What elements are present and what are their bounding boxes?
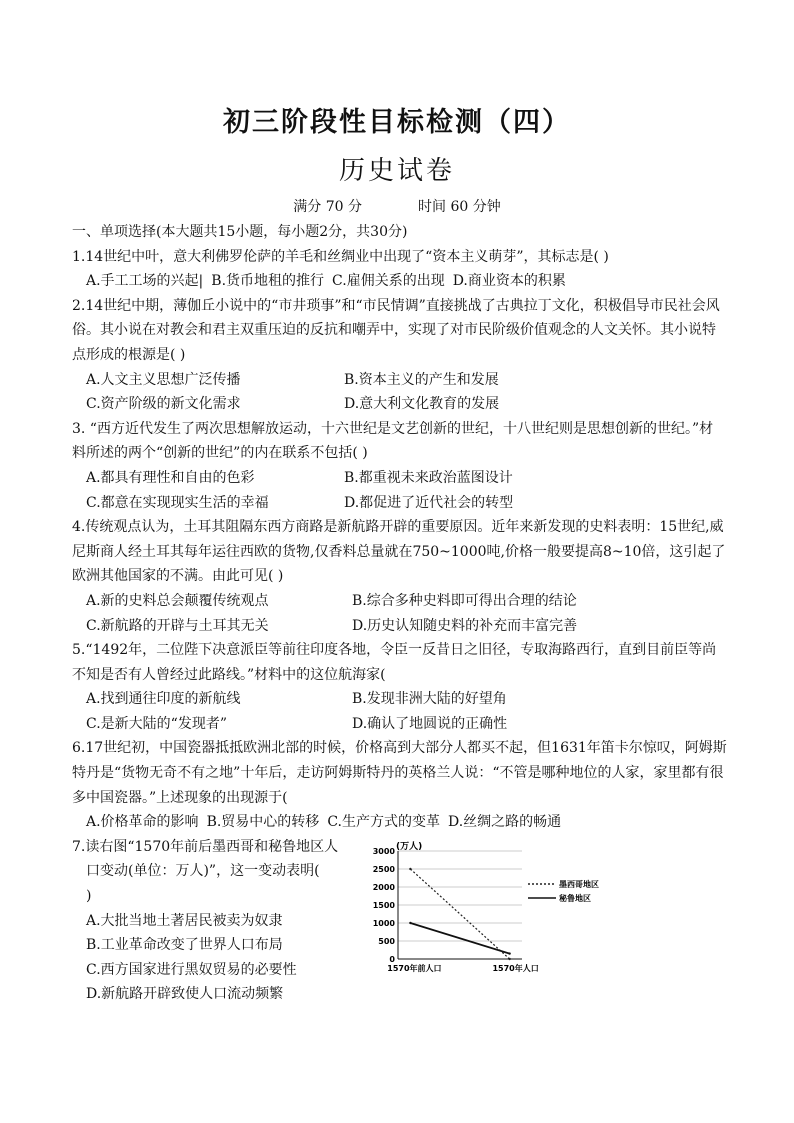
data-point — [409, 868, 411, 870]
question-options — [72, 269, 727, 294]
data-point — [409, 922, 411, 924]
y-tick-label: 0 — [389, 954, 395, 964]
option-c: C.资产阶级的新文化需求 — [86, 396, 241, 413]
population-chart — [352, 839, 652, 979]
question-options — [72, 368, 727, 417]
option-d: D.商业资本的积累 — [452, 273, 566, 290]
question-options — [72, 810, 727, 835]
question-text: 2.14世纪中期，薄伽丘小说中的“市井琐事”和“市民情调”直接挑战了古典拉丁文化，积极倡导市民社会风俗。其小说在对教会和君主双重压迫的反抗和嘲弄中，实现了对市民阶级价值观念的人文关怀。其小说特点形成的根源是( ) — [72, 297, 720, 363]
option-a: A.人文主义思想广泛传播 — [86, 371, 241, 388]
question-text-line: ) — [86, 888, 92, 905]
option-b: B.都重视未来政治蓝图设计 — [344, 469, 513, 486]
option-c: C.西方国家进行黑奴贸易的必要性 — [86, 961, 297, 978]
question-options — [72, 687, 727, 736]
score-info: 满分 70 分 — [293, 199, 362, 215]
question-text: 6.17世纪初，中国瓷器抵抵欧洲北部的时候，价格高到大部分人都买不起，但1631年笛卡尔惊叹，阿姆斯特丹是“货物无奇不有之地”十年后，走访阿姆斯特丹的英格兰人说：“不管是哪种地位的人家，家里都有很多中国瓷器。”上述现象的出现源于( — [72, 740, 727, 806]
y-tick-label: 1000 — [372, 918, 395, 928]
question-5 — [72, 638, 727, 736]
question-1 — [72, 245, 727, 294]
y-tick-label: 500 — [378, 936, 395, 946]
option-a: A.大批当地土著居民被卖为奴隶 — [86, 912, 283, 929]
exam-content — [72, 220, 727, 1007]
exam-title: 初三阶段性目标检测（四） — [223, 107, 571, 138]
data-point — [508, 952, 510, 954]
option-b: B.贸易中心的转移 — [206, 814, 320, 831]
option-c: C.雇佣关系的出现 — [332, 273, 445, 290]
question-options — [72, 909, 372, 1007]
legend-label: 秘鲁地区 — [559, 893, 591, 903]
option-d: D.丝绸之路的畅通 — [447, 814, 562, 831]
question-text: 1.14世纪中叶，意大利佛罗伦萨的羊毛和丝绸业中出现了“资本主义萌芽”，其标志是( ) — [72, 248, 609, 265]
option-b: B.资本主义的产生和发展 — [344, 371, 499, 388]
exam-meta — [0, 196, 794, 216]
x-tick-label: 1570年前人口 — [387, 963, 442, 973]
x-tick-label: 1570年人口 — [492, 963, 539, 973]
data-point — [508, 958, 510, 960]
y-axis-label: (万人) — [396, 841, 423, 852]
y-tick-label: 1500 — [372, 900, 395, 910]
option-b: B.综合多种史料即可得出合理的结论 — [352, 592, 577, 609]
question-text: 5.“1492年，二位陛下决意派臣等前往印度各地，令臣一反昔日之旧径，专取海路西行，直到目前臣等尚不知是否有人曾经过此路线。”材料中的这位航海家( — [72, 642, 717, 683]
series-line-peru — [410, 923, 509, 954]
question-3 — [72, 417, 727, 515]
y-tick-label: 3000 — [372, 846, 395, 856]
option-c: C.都意在实现现实生活的幸福 — [86, 494, 269, 511]
section-title: 一、单项选择(本大题共15小题，每小题2分，共30分) — [72, 224, 408, 240]
question-7-text — [72, 835, 372, 1007]
option-a: A.都具有理性和自由的色彩 — [86, 469, 255, 486]
time-info: 时间 60 分钟 — [418, 199, 501, 215]
option-d: D.历史认知随史料的补充而丰富完善 — [352, 617, 578, 634]
option-c: C.生产方式的变革 — [327, 814, 440, 831]
question-text: 4.传统观点认为，土耳其阻隔东西方商路是新航路开辟的重要原因。近年来新发现的史料表明：15世纪,威尼斯商人经土耳其每年运往西欧的货物,仅香料总量就在750~1000吨,价格一般要提高8~10倍，这引起了欧洲其他国家的不满。由此可见( ) — [72, 519, 726, 585]
option-b: B.货币地租的推行 — [211, 273, 325, 290]
exam-subtitle: 历史试卷 — [338, 156, 455, 186]
option-d: D.都促进了近代社会的转型 — [344, 494, 514, 511]
option-a: A.手工工场的兴起| — [86, 273, 204, 290]
question-6 — [72, 736, 727, 834]
question-text-line: 7.读右图“1570年前后墨西哥和秘鲁地区人 — [72, 838, 339, 855]
option-a: A.找到通往印度的新航线 — [86, 691, 241, 708]
option-d: D.确认了地圆说的正确性 — [352, 715, 508, 732]
question-2 — [72, 294, 727, 417]
question-text: 3. “西方近代发生了两次思想解放运动，十六世纪是文艺创新的世纪，十八世纪则是思想创新的世纪。”材料所述的两个“创新的世纪”的内在联系不包括( ) — [72, 420, 714, 462]
option-c: C.是新大陆的“发现者” — [86, 715, 227, 732]
option-b: B.工业革命改变了世界人口布局 — [86, 937, 283, 954]
option-d: D.新航路开辟致使人口流动频繁 — [86, 986, 284, 1003]
question-7 — [72, 835, 727, 1007]
option-c: C.新航路的开辟与土耳其无关 — [86, 617, 269, 634]
question-4 — [72, 515, 727, 638]
option-d: D.意大利文化教育的发展 — [344, 396, 500, 413]
series-line-mexico — [410, 869, 509, 959]
legend-label: 墨西哥地区 — [559, 879, 599, 889]
question-text-line: 口变动(单位：万人)”，这一变动表明( — [86, 863, 320, 880]
question-options — [72, 466, 727, 515]
question-options — [72, 589, 727, 638]
y-tick-label: 2500 — [372, 864, 395, 874]
option-a: A.新的史料总会颠覆传统观点 — [86, 592, 269, 609]
option-a: A.价格革命的影响 — [86, 814, 199, 831]
option-b: B.发现非洲大陆的好望角 — [352, 691, 507, 708]
y-tick-label: 2000 — [372, 882, 395, 892]
